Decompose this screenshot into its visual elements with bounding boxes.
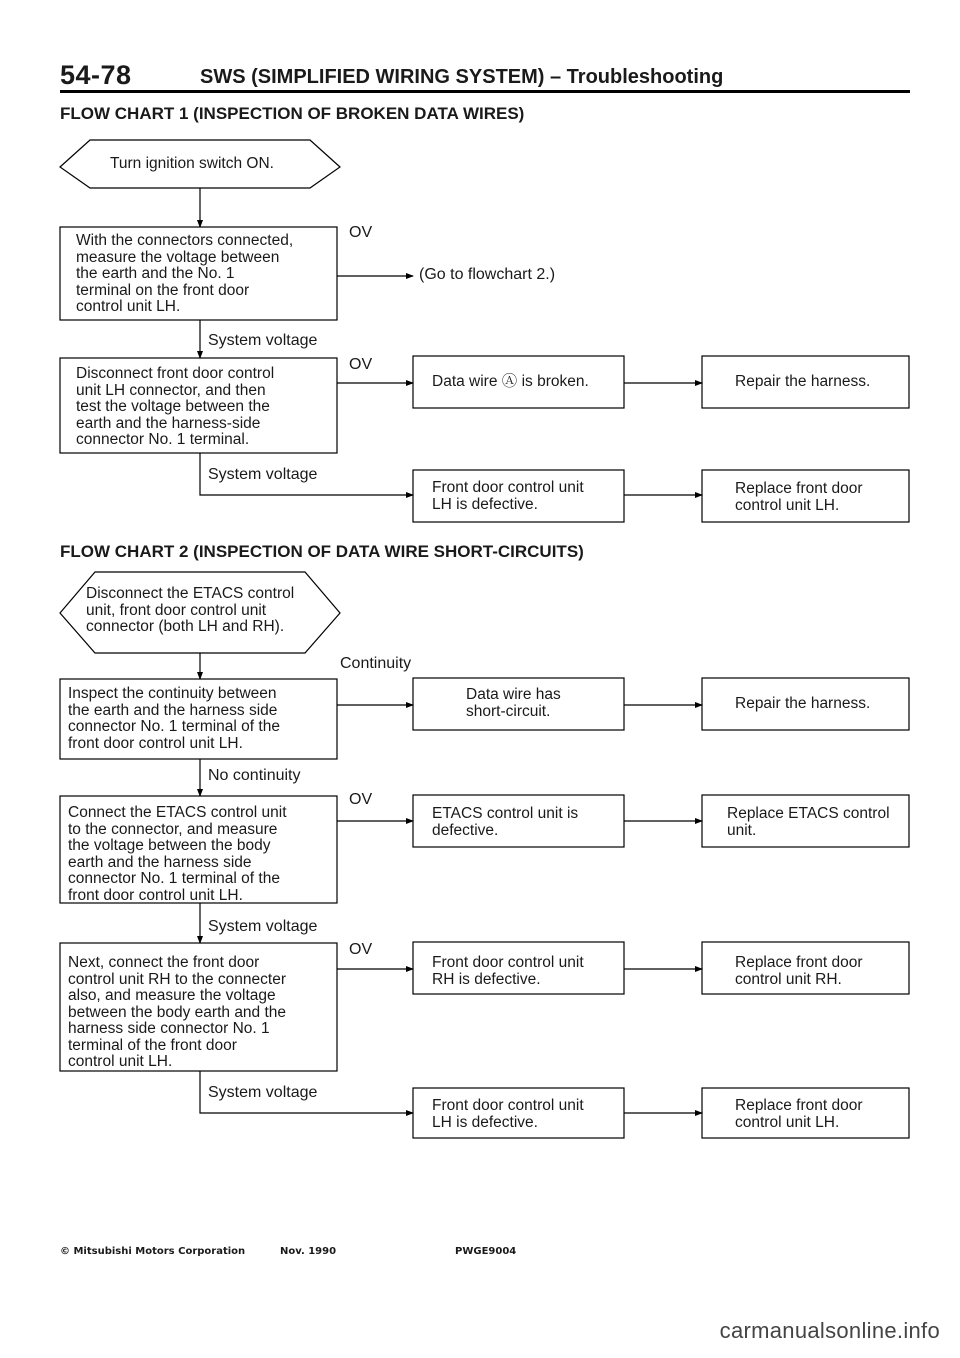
- page-number: 54-78: [60, 60, 132, 90]
- footer-code: PWGE9004: [455, 1246, 517, 1257]
- fc2-heading: FLOW CHART 2 (INSPECTION OF DATA WIRE SHORT-CIRCUITS): [60, 542, 584, 561]
- fc2-step2-text: Connect the ETACS control unit to the connector, and measure the voltage between the body earth and the harness side connector No. 1 terminal of the front door control unit LH.: [68, 804, 287, 904]
- fc2-step3-0v-label: OV: [349, 941, 373, 958]
- watermark-text: carmanualsonline.info: [719, 1318, 940, 1343]
- fc2-result4-text: Front door control unit LH is defective.: [432, 1097, 584, 1131]
- fc2-step2-0v-label: OV: [349, 791, 373, 808]
- footer-copyright: © Mitsubishi Motors Corporation: [60, 1246, 246, 1257]
- fc2-step3-text: Next, connect the front door control unit RH to the connecter also, and measure the voltage between the body earth and the harness side connector No. 1 terminal of the front door control unit LH.: [68, 954, 287, 1070]
- fc1-action-b-text: Replace front door control unit LH.: [735, 480, 863, 514]
- fc2-action2-text: Replace ETACS control unit.: [727, 805, 890, 839]
- fc1-step2-text: Disconnect front door control unit LH connector, and then test the voltage between the earth and the harness-side connector No. 1 terminal.: [76, 365, 275, 448]
- fc1-result-a-text: Data wire Ⓐ is broken.: [432, 373, 589, 390]
- fc2-result1-text: Data wire has short-circuit.: [466, 686, 561, 720]
- fc1-action-a-text: Repair the harness.: [735, 373, 871, 390]
- fc2-action3-text: Replace front door control unit RH.: [735, 954, 863, 988]
- fc1-heading: FLOW CHART 1 (INSPECTION OF BROKEN DATA WIRES): [60, 104, 525, 123]
- fc1-step2-sysv-label: System voltage: [208, 466, 318, 483]
- fc2-step2-sysv-label: System voltage: [208, 918, 318, 935]
- fc2-start-text: Disconnect the ETACS control unit, front door control unit connector (both LH and RH).: [86, 585, 295, 635]
- footer-date: Nov. 1990: [280, 1246, 337, 1257]
- fc2-result3-text: Front door control unit RH is defective.: [432, 954, 584, 988]
- fc2-step1-text: Inspect the continuity between the earth and the harness side connector No. 1 terminal of the front door control unit LH.: [68, 685, 280, 752]
- fc2-action1-text: Repair the harness.: [735, 695, 871, 712]
- fc1-result-b-text: Front door control unit LH is defective.: [432, 479, 584, 513]
- fc2-continuity-label: Continuity: [340, 655, 412, 672]
- fc1-step1-sysv-label: System voltage: [208, 332, 318, 349]
- page-title: SWS (SIMPLIFIED WIRING SYSTEM) – Troubleshooting: [200, 66, 724, 88]
- fc1-start-text: Turn ignition switch ON.: [110, 155, 274, 172]
- fc1-goto-label: (Go to flowchart 2.): [419, 266, 556, 283]
- fc2-step3-sysv-label: System voltage: [208, 1084, 318, 1101]
- fc2-action4-text: Replace front door control unit LH.: [735, 1097, 863, 1131]
- fc2-result2-text: ETACS control unit is defective.: [432, 805, 579, 839]
- fc1-step1-0v-label: OV: [349, 224, 373, 241]
- fc2-no-continuity-label: No continuity: [208, 767, 301, 784]
- fc1-step2-0v-label: OV: [349, 356, 373, 373]
- fc1-step1-text: With the connectors connected, measure the voltage between the earth and the No. 1 terminal on the front door control unit LH.: [76, 232, 294, 315]
